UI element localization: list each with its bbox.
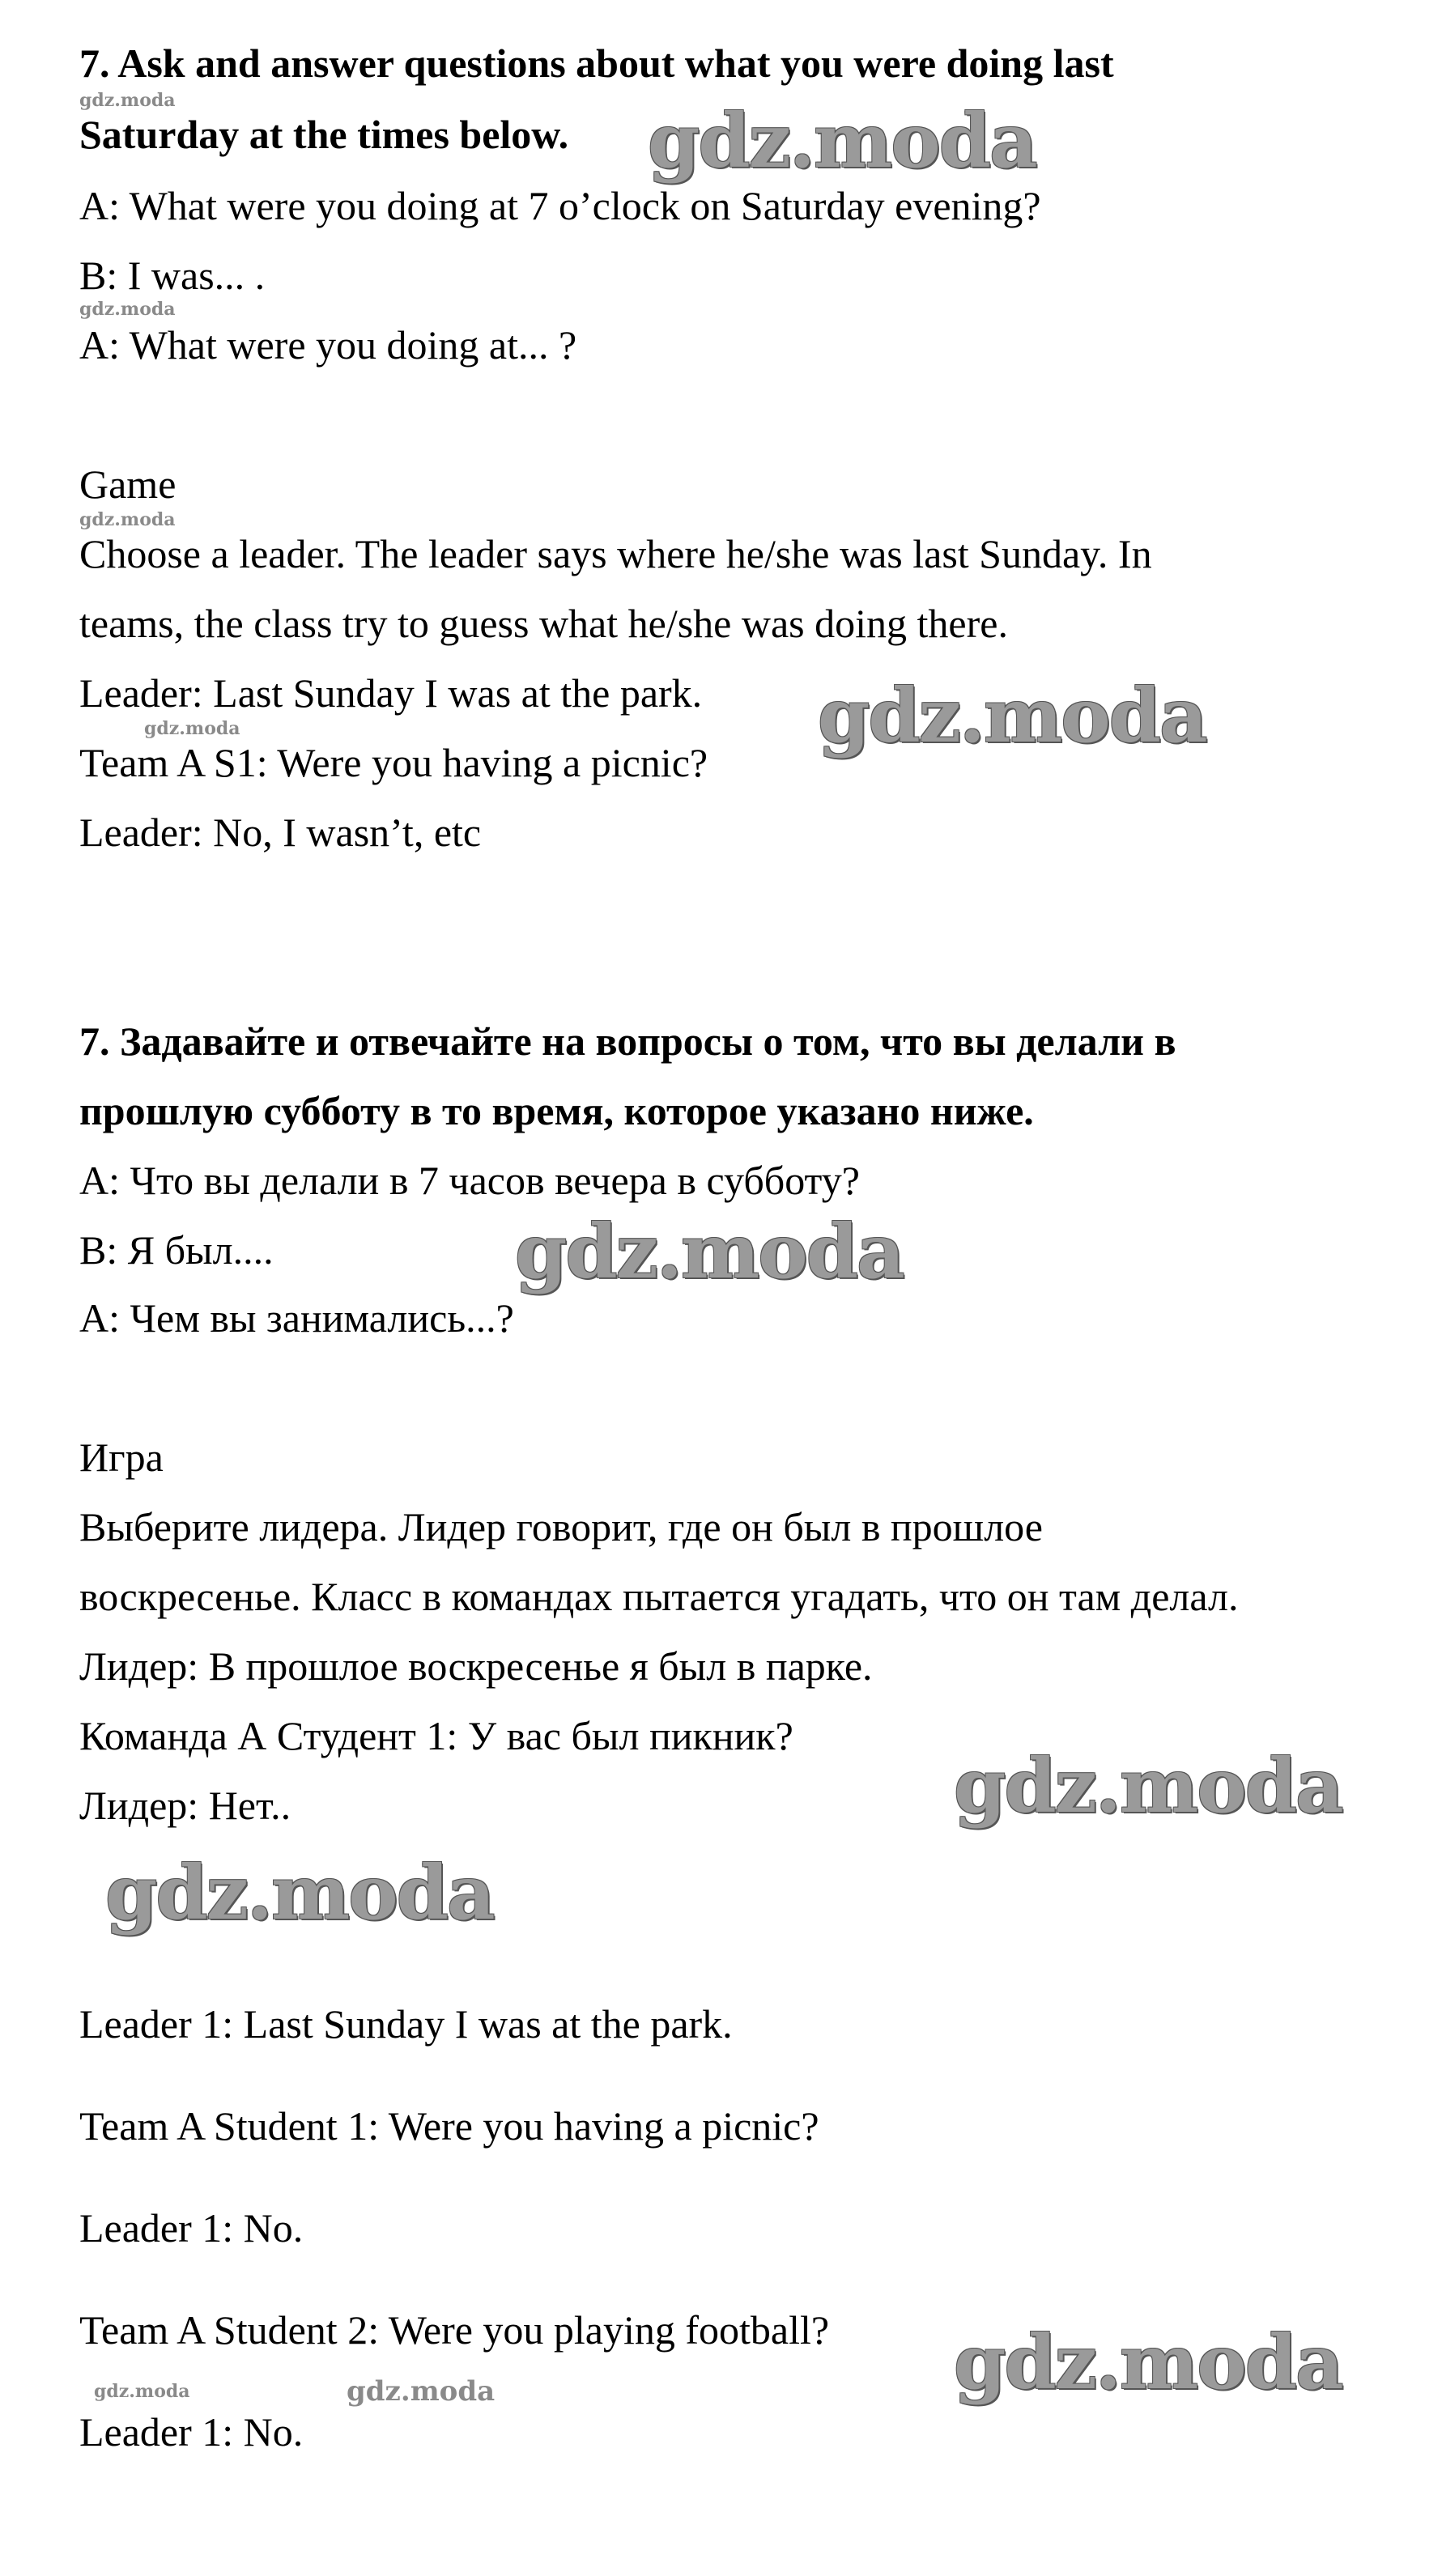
game-dialogue-line-ru: Лидер: В прошлое воскресенье я был в парке.	[79, 1643, 873, 1689]
answer-line: Leader 1: Last Sunday I was at the park.	[79, 2001, 733, 2047]
game-text-ru-line1: Выберите лидера. Лидер говорит, где он был в прошлое	[79, 1504, 1043, 1549]
watermark-logo: gdz.moda	[818, 672, 1206, 759]
game-dialogue-line-en: Leader: No, I wasn’t, etc	[79, 810, 482, 855]
answer-line: Team A Student 2: Were you playing football?	[79, 2307, 830, 2353]
watermark-small: gdz.moda	[79, 90, 176, 111]
dialogue-line-en: B: I was... .	[79, 253, 266, 298]
game-dialogue-line-en: Team A S1: Were you having a picnic?	[79, 740, 708, 785]
watermark-logo: gdz.moda	[515, 1208, 904, 1295]
answer-line: Leader 1: No.	[79, 2409, 304, 2455]
answer-line: Leader 1: No.	[79, 2205, 304, 2251]
game-text-ru-line2: воскресенье. Класс в командах пытается угадать, что он там делал.	[79, 1574, 1239, 1619]
game-title-en: Game	[79, 461, 177, 507]
game-dialogue-line-ru: Лидер: Нет..	[79, 1783, 291, 1828]
exercise-heading-en-line1: 7. Ask and answer questions about what you were doing last	[79, 40, 1114, 86]
answer-line: Team A Student 1: Were you having a picnic?	[79, 2103, 819, 2149]
dialogue-line-en: A: What were you doing at... ?	[79, 322, 577, 368]
watermark-logo: gdz.moda	[648, 97, 1036, 185]
watermark-small: gdz.moda	[347, 2375, 496, 2408]
dialogue-line-ru: A: Что вы делали в 7 часов вечера в субботу?	[79, 1158, 860, 1203]
dialogue-line-ru: B: Я был....	[79, 1227, 274, 1273]
watermark-small: gdz.moda	[144, 718, 240, 739]
game-dialogue-line-ru: Команда А Студент 1: У вас был пикник?	[79, 1713, 793, 1758]
game-title-ru: Игра	[79, 1435, 164, 1480]
dialogue-line-ru: A: Чем вы занимались...?	[79, 1295, 514, 1341]
watermark-logo: gdz.moda	[954, 1742, 1342, 1830]
game-dialogue-line-en: Leader: Last Sunday I was at the park.	[79, 670, 703, 716]
exercise-heading-ru-line1: 7. Задавайте и отвечайте на вопросы о том, что вы делали в	[79, 1018, 1176, 1064]
watermark-logo: gdz.moda	[105, 1849, 494, 1936]
game-text-en-line1: Choose a leader. The leader says where he/she was last Sunday. In	[79, 531, 1152, 576]
exercise-heading-en-line2: Saturday at the times below.	[79, 112, 569, 157]
dialogue-line-en: A: What were you doing at 7 o’clock on Saturday evening?	[79, 183, 1041, 228]
watermark-small: gdz.moda	[79, 299, 176, 320]
game-text-en-line2: teams, the class try to guess what he/she was doing there.	[79, 601, 1008, 646]
watermark-logo: gdz.moda	[954, 2319, 1342, 2406]
watermark-small: gdz.moda	[94, 2381, 190, 2402]
watermark-small: gdz.moda	[79, 509, 176, 530]
exercise-heading-ru-line2: прошлую субботу в то время, которое указано ниже.	[79, 1088, 1034, 1133]
